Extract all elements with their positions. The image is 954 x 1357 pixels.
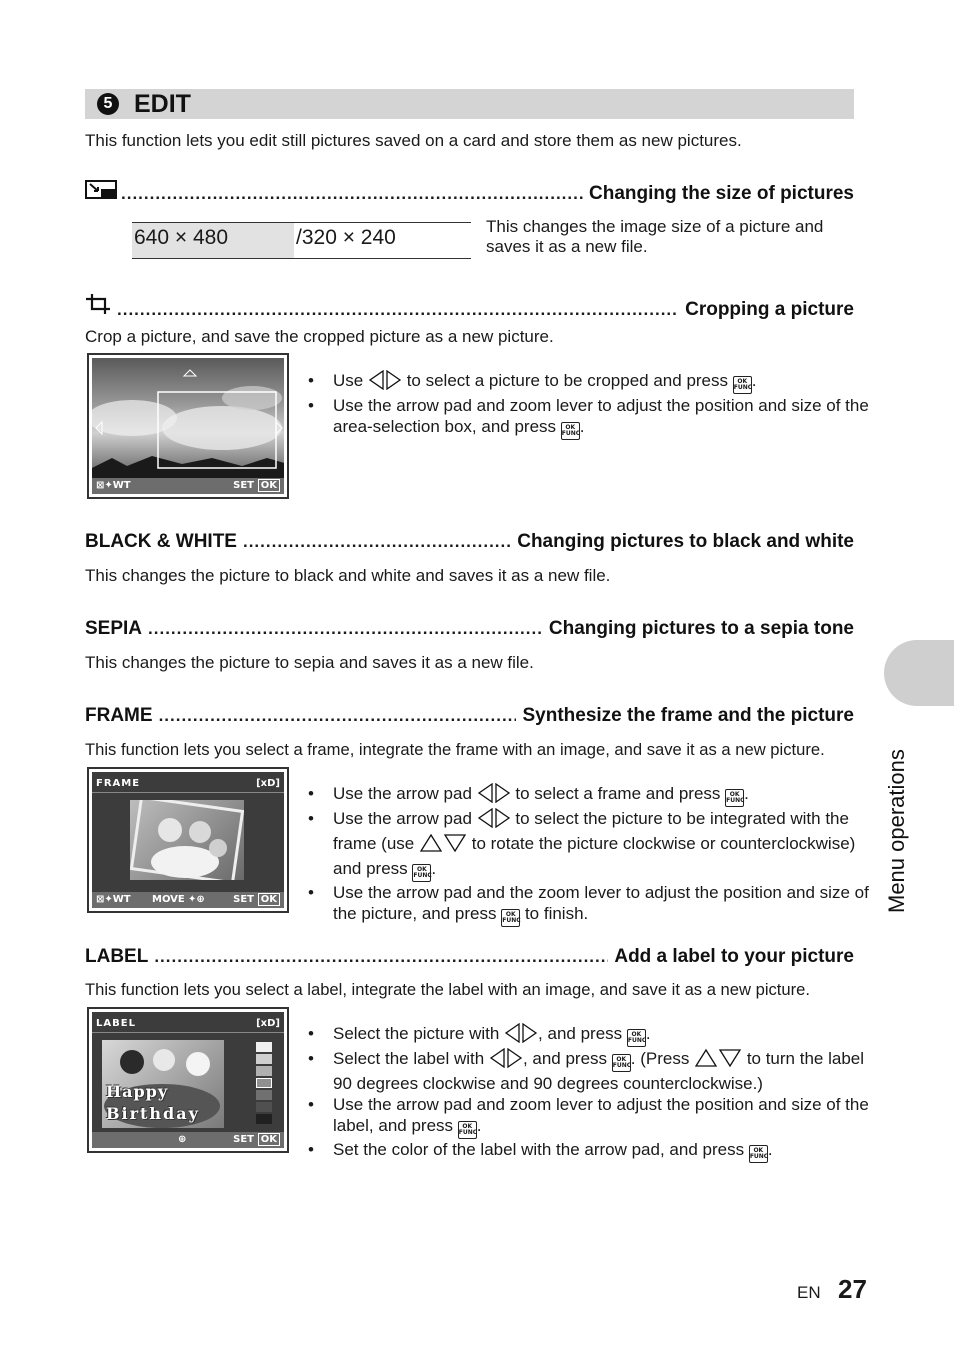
resize-header [85,179,854,205]
section-number-badge: 5 [97,93,119,115]
frame-step2-text-d: . [431,859,437,878]
leader-dots [159,706,517,726]
label-steps [305,1023,870,1163]
ok-func-icon: OK FUNC [733,376,752,394]
chapter-side-label: Menu operations [884,749,909,913]
frame-step1-text-c: . [744,784,749,803]
sepia-desc: This changes the picture to sepia and saves it as a new file. [85,653,534,672]
frame-screen-status-bar [92,892,284,908]
resize-icon [85,179,115,199]
label-step1-text-c: . [645,1024,651,1043]
frame-screen-media: [xD] [256,778,280,789]
frame-screen-title-bar [92,776,284,793]
crop-step2-text-a: Use the arrow pad and zoom lever to adjust the position and size of the area-selection box, and press [333,396,869,436]
list-item [305,808,870,882]
list-item [305,882,870,927]
size-option-320: /320 × 240 [296,226,396,249]
frame-step3-text-b: to finish. [524,904,589,923]
left-right-arrows-icon [477,783,511,808]
label-step3-text-b: . [476,1116,482,1135]
left-right-arrows-icon [489,1048,523,1073]
leader-dots [154,947,608,967]
leader-dots [121,184,583,204]
ok-func-icon: OK FUNC [749,1145,768,1163]
label-screen-ok: OK [258,1133,280,1146]
label-screen-illustration [87,1007,289,1153]
label-preview-text-2: Birthday [106,1104,200,1123]
up-down-arrows-icon [419,833,467,858]
left-right-arrows-icon [477,808,511,833]
label-desc: This function lets you select a label, integrate the label with an image, and save it as a new picture. [85,980,811,999]
crop-sky-image [92,358,284,494]
crop-screen-ok: OK [258,479,280,492]
label-step2-text-c: . (Press [630,1049,690,1068]
sepia-header [85,618,854,640]
frame-screen-set: SET [233,894,254,905]
footer-language: EN [797,1283,821,1302]
ok-func-icon: OK FUNC [561,422,580,440]
list-item [305,1094,870,1139]
page-number: 27 [838,1274,867,1304]
crop-screen-status-bar [92,478,284,494]
sepia-label: SEPIA [85,618,143,639]
section-intro: This function lets you edit still pictures saved on a card and store them as new pictures. [85,131,742,150]
frame-step3-text-a: Use the arrow pad and the zoom lever to adjust the position and size of the picture, and press [333,883,869,923]
left-right-arrows-icon [504,1023,538,1048]
frame-screen-move-arrows-icon: ✦⊕ [188,894,205,905]
list-item [305,370,870,395]
ok-func-icon: OK FUNC [458,1121,477,1139]
list-item [305,783,870,808]
up-down-arrows-icon [694,1048,742,1073]
crop-desc: Crop a picture, and save the cropped picture as a new picture. [85,327,554,346]
frame-step2-text-c: to rotate the picture clockwise or counterclockwise) and press [333,834,856,878]
crop-screen-illustration [87,353,289,499]
frame-title: Synthesize the frame and the picture [522,705,854,726]
crop-screen-set: SET [233,480,254,491]
list-item [305,1023,870,1048]
crop-step1-text-a: Use [333,371,364,390]
leader-dots [148,619,543,639]
crop-icon [85,293,111,313]
list-item [305,395,870,440]
label-screen-media: [xD] [256,1018,280,1029]
label-screen-set: SET [233,1134,254,1145]
frame-step1-text-a: Use the arrow pad [333,784,472,803]
frame-preview-image [130,800,244,880]
label-label: LABEL [85,946,149,967]
label-screen-title-bar [92,1016,284,1033]
frame-screen-zoom-icon: ⊠✦WT [96,894,131,905]
list-item [305,1048,870,1094]
label-step4-text-a: Set the color of the label with the arrow pad, and press [333,1140,745,1159]
label-header [85,946,854,968]
bw-title: Changing pictures to black and white [517,531,854,552]
bw-label: BLACK & WHITE [85,531,237,552]
label-title: Add a label to your picture [614,946,854,967]
chapter-side-tab [884,640,954,706]
frame-step2-text-b: to select the picture to be integrated with the frame (use [333,809,849,853]
ok-func-icon: OK FUNC [627,1029,646,1047]
label-step1-text-a: Select the picture with [333,1024,500,1043]
frame-step2-text-a: Use the arrow pad [333,809,472,828]
frame-header [85,705,854,727]
frame-desc: This function lets you select a frame, integrate the frame with an image, and save it as a new picture. [85,740,825,759]
bw-header [85,531,854,553]
crop-steps [305,370,870,440]
crop-step1-text-c: . [751,371,757,390]
list-item [305,1139,870,1163]
crop-title: Cropping a picture [685,299,854,320]
ok-func-icon: OK FUNC [612,1054,631,1072]
resize-desc: This changes the image size of a picture and saves it as a new file. [486,217,824,256]
ok-func-icon: OK FUNC [412,864,431,882]
leader-dots [117,300,679,320]
section-header-bar [85,89,854,119]
label-screen-title: LABEL [96,1018,136,1029]
label-step4-text-b: . [767,1140,773,1159]
label-color-palette [256,1042,272,1126]
size-options [132,222,471,259]
label-step2-text-b: , and press [522,1049,608,1068]
ok-func-icon: OK FUNC [501,909,520,927]
label-step1-text-b: , and press [538,1024,623,1043]
label-step2-text-d: to turn the label 90 degrees clockwise and 90 degrees counterclockwise.) [333,1049,865,1093]
frame-screen-move: MOVE [152,894,185,905]
section-title: EDIT [134,90,191,118]
crop-step1-text-b: to select a picture to be cropped and press [406,371,729,390]
frame-screen-title: FRAME [96,778,141,789]
crop-screen-zoom-icon: ⊠✦WT [96,480,131,491]
crop-header [85,293,854,321]
label-preview-text-1: Happy [106,1082,169,1101]
label-screen-move-arrows-icon: ⊕ [178,1134,187,1145]
label-step2-text-a: Select the label with [333,1049,485,1068]
frame-screen-ok: OK [258,893,280,906]
sepia-title: Changing pictures to a sepia tone [548,618,854,639]
frame-screen-illustration [87,767,289,913]
bw-desc: This changes the picture to black and white and saves it as a new file. [85,566,611,585]
frame-steps [305,783,870,927]
leader-dots [243,532,511,552]
label-screen-status-bar [92,1132,284,1148]
crop-step2-text-b: . [579,417,585,436]
label-step3-text-a: Use the arrow pad and zoom lever to adjust the position and size of the label, and press [333,1095,869,1135]
ok-func-icon: OK FUNC [725,789,744,807]
frame-label: FRAME [85,705,153,726]
frame-step1-text-b: to select a frame and press [515,784,721,803]
left-right-arrows-icon [368,370,402,395]
size-option-640: 640 × 480 [132,223,294,258]
resize-title: Changing the size of pictures [589,183,854,204]
label-preview-image [102,1040,224,1128]
